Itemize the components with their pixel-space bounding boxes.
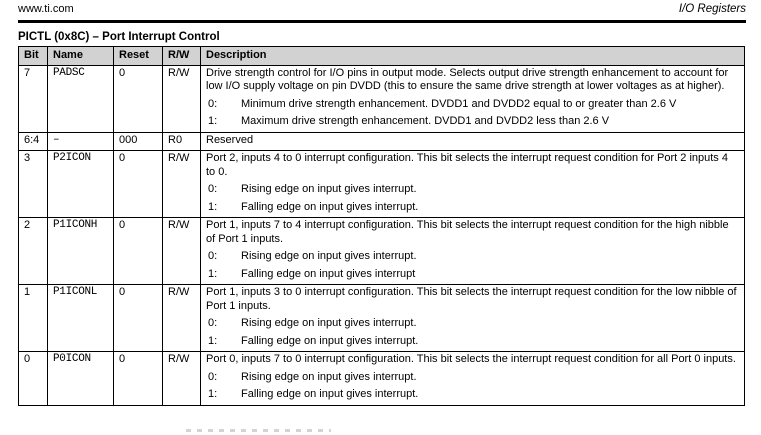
table-row [19, 352, 745, 406]
description-text: Port 1, inputs 3 to 0 interrupt configuration. This bit selects the interrupt request condition for the low nibble of Port 1 inputs. [206, 286, 737, 312]
page-header [18, 3, 746, 15]
rw-cell: R/W [163, 352, 201, 406]
column-header-reset: Reset [114, 47, 163, 66]
reset-cell: 0 [114, 65, 163, 132]
bit-value-line [208, 201, 740, 215]
name-cell: PADSC [48, 65, 114, 132]
description-text: Port 2, inputs 4 to 0 interrupt configuration. This bit selects the interrupt request condition for Port 2 inputs 4 to 0. [206, 152, 728, 178]
description-cell [201, 65, 745, 132]
bit-cell: 1 [19, 285, 48, 352]
description-text: Drive strength control for I/O pins in output mode. Selects output drive strength enhancement to account for low I/O supply voltage on pin DVDD (this to ensure the same drive strength at lower voltages as at higher). [206, 66, 729, 92]
table-row [19, 132, 745, 151]
table-row [19, 151, 745, 218]
description-text: Reserved [206, 133, 254, 146]
bit-value-line [208, 98, 740, 112]
bit-value-meaning: Rising edge on input gives interrupt. [241, 250, 417, 262]
bit-value-line [208, 388, 740, 402]
column-header-bit: Bit [19, 47, 48, 66]
cut-off-next-row [186, 429, 331, 432]
column-header-name: Name [48, 47, 114, 66]
rw-cell: R/W [163, 218, 201, 285]
bit-value-meaning: Maximum drive strength enhancement. DVDD1 and DVDD2 less than 2.6 V [241, 115, 610, 127]
description-cell [201, 285, 745, 352]
column-header-rw: R/W [163, 47, 201, 66]
bit-cell: 0 [19, 352, 48, 406]
bit-cell: 7 [19, 65, 48, 132]
bit-value: 1: [208, 334, 218, 347]
bit-value-meaning: Falling edge on input gives interrupt. [241, 388, 419, 400]
bit-value-line [208, 335, 740, 349]
bit-value: 0: [208, 97, 218, 110]
register-table [18, 46, 745, 406]
register-title: PICTL (0x8C) – Port Interrupt Control [18, 31, 220, 43]
bit-value-line [208, 250, 740, 264]
rw-cell: R/W [163, 285, 201, 352]
reset-cell: 000 [114, 132, 163, 151]
bit-cell: 3 [19, 151, 48, 218]
bit-value: 1: [208, 267, 218, 280]
table-row [19, 65, 745, 132]
bit-value-meaning: Falling edge on input gives interrupt [241, 267, 416, 280]
bit-value-line [208, 371, 740, 385]
bit-value-meaning: Rising edge on input gives interrupt. [241, 317, 417, 329]
bit-value-line [208, 183, 740, 197]
bit-value: 0: [208, 370, 218, 383]
reset-cell: 0 [114, 218, 163, 285]
description-text: Port 1, inputs 7 to 4 interrupt configuration. This bit selects the interrupt request condition for the high nibble of Port 1 inputs. [206, 219, 729, 245]
header-rule [18, 20, 746, 23]
bit-value-meaning: Rising edge on input gives interrupt. [241, 370, 417, 383]
bit-value-meaning: Minimum drive strength enhancement. DVDD1 and DVDD2 equal to or greater than 2.6 V [241, 97, 677, 110]
bit-value: 1: [208, 115, 218, 127]
bit-cell: 2 [19, 218, 48, 285]
section-title: I/O Registers [678, 3, 746, 15]
reset-cell: 0 [114, 151, 163, 218]
bit-value-meaning: Falling edge on input gives interrupt. [241, 334, 419, 347]
rw-cell: R/W [163, 151, 201, 218]
bit-value: 0: [208, 250, 218, 262]
bit-value-meaning: Rising edge on input gives interrupt. [241, 183, 417, 195]
table-row [19, 285, 745, 352]
description-text: Port 0, inputs 7 to 0 interrupt configuration. This bit selects the interrupt request condition for all Port 0 inputs. [206, 353, 736, 365]
table-header-row [19, 47, 745, 66]
name-cell: P0ICON [48, 352, 114, 406]
description-cell [201, 132, 745, 151]
bit-value-line [208, 317, 740, 331]
rw-cell: R0 [163, 132, 201, 151]
column-header-description: Description [201, 47, 745, 66]
description-cell [201, 352, 745, 406]
description-cell [201, 218, 745, 285]
reset-cell: 0 [114, 352, 163, 406]
name-cell: – [48, 132, 114, 151]
bit-value-meaning: Falling edge on input gives interrupt. [241, 200, 419, 213]
bit-value: 1: [208, 388, 218, 400]
bit-value-line [208, 115, 740, 129]
name-cell: P1ICONL [48, 285, 114, 352]
bit-value: 0: [208, 183, 218, 195]
description-cell [201, 151, 745, 218]
name-cell: P2ICON [48, 151, 114, 218]
site-url: www.ti.com [18, 3, 74, 15]
name-cell: P1ICONH [48, 218, 114, 285]
table-row [19, 218, 745, 285]
rw-cell: R/W [163, 65, 201, 132]
bit-value: 1: [208, 200, 218, 213]
bit-cell: 6:4 [19, 132, 48, 151]
bit-value: 0: [208, 317, 218, 329]
bit-value-line [208, 268, 740, 282]
reset-cell: 0 [114, 285, 163, 352]
